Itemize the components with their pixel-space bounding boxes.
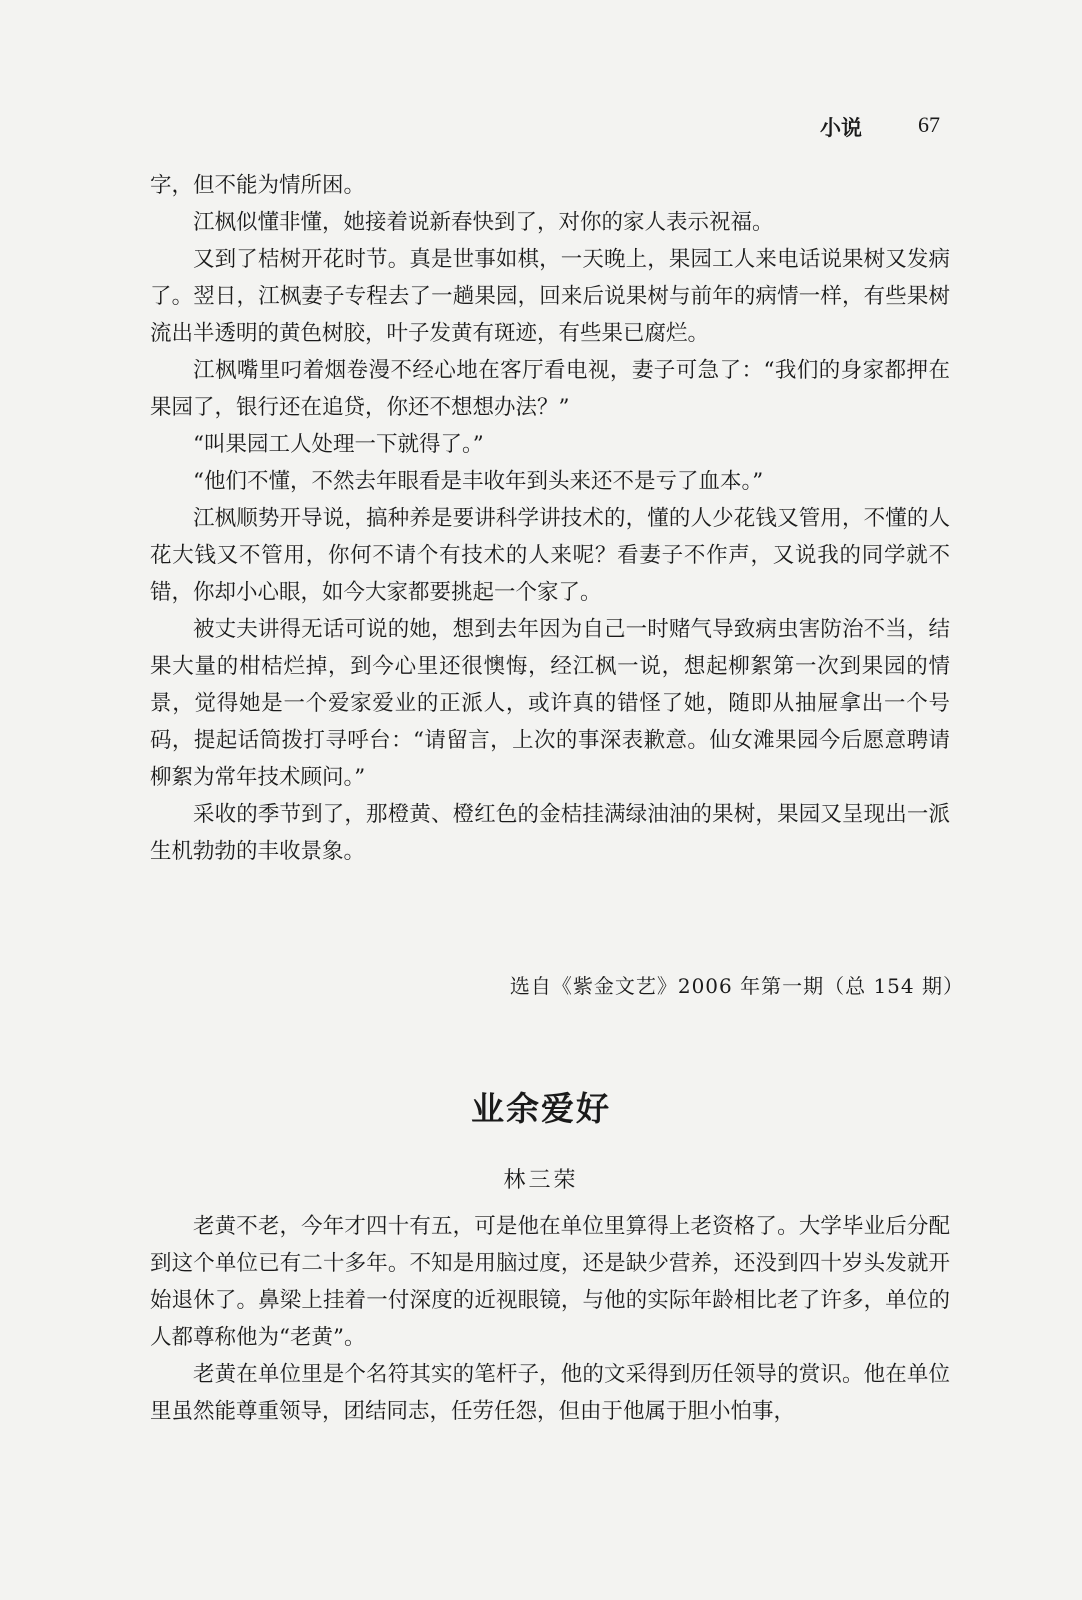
author-name: 林三荣: [503, 1168, 579, 1193]
paragraph: 老黄在单位里是个名符其实的笔杆子，他的文采得到历任领导的赏识。他在单位里虽然能尊重领导，团结同志，任劳任怨，但由于他属于胆小怕事，: [150, 1362, 950, 1424]
paragraph: 江枫似懂非懂，她接着说新春快到了，对你的家人表示祝福。: [193, 210, 774, 235]
paragraph: 江枫嘴里叼着烟卷漫不经心地在客厅看电视，妻子可急了：“我们的身家都押在果园了，银行还在追贷，你还不想想办法？”: [150, 358, 950, 420]
paragraph: 字，但不能为情所困。: [150, 173, 366, 198]
source-citation: 选自《紫金文艺》2006 年第一期（总 154 期）: [509, 974, 964, 998]
paragraph: “他们不懂，不然去年眼看是丰收年到头来还不是亏了血本。”: [193, 469, 764, 494]
running-header-section: 小说: [820, 116, 862, 140]
paragraph: 又到了桔树开花时节。真是世事如棋，一天晚上，果园工人来电话说果树又发病了。翌日，江枫妻子专程去了一趟果园，回来后说果树与前年的病情一样，有些果树流出半透明的黄色树胶，叶子发黄有斑迹，有些果已腐烂。: [150, 247, 950, 346]
story-title: 业余爱好: [471, 1089, 611, 1128]
page-number: 67: [918, 112, 940, 137]
previous-story-ending: [150, 167, 950, 870]
paragraph: 江枫顺势开导说，搞种养是要讲科学讲技术的，懂的人少花钱又管用，不懂的人花大钱又不管用，你何不请个有技术的人来呢？看妻子不作声，又说我的同学就不错，你却小心眼，如今大家都要挑起一个家了。: [150, 506, 950, 605]
paragraph: 被丈夫讲得无话可说的她，想到去年因为自己一时赌气导致病虫害防治不当，结果大量的柑桔烂掉，到今心里还很懊悔，经江枫一说，想起柳絮第一次到果园的情景，觉得她是一个爱家爱业的正派人，或许真的错怪了她，随即从抽屉拿出一个号码，提起话筒拨打寻呼台：“请留言，上次的事深表歉意。仙女滩果园今后愿意聘请柳絮为常年技术顾问。”: [150, 617, 950, 790]
paragraph: “叫果园工人处理一下就得了。”: [193, 432, 484, 457]
paragraph: 老黄不老，今年才四十有五，可是他在单位里算得上老资格了。大学毕业后分配到这个单位已有二十多年。不知是用脑过度，还是缺少营养，还没到四十岁头发就开始退休了。鼻梁上挂着一付深度的近视眼镜，与他的实际年龄相比老了许多，单位的人都尊称他为“老黄”。: [150, 1214, 950, 1350]
story-body: [150, 1208, 950, 1430]
paragraph: 采收的季节到了，那橙黄、橙红色的金桔挂满绿油油的果树，果园又呈现出一派生机勃勃的丰收景象。: [150, 802, 950, 864]
